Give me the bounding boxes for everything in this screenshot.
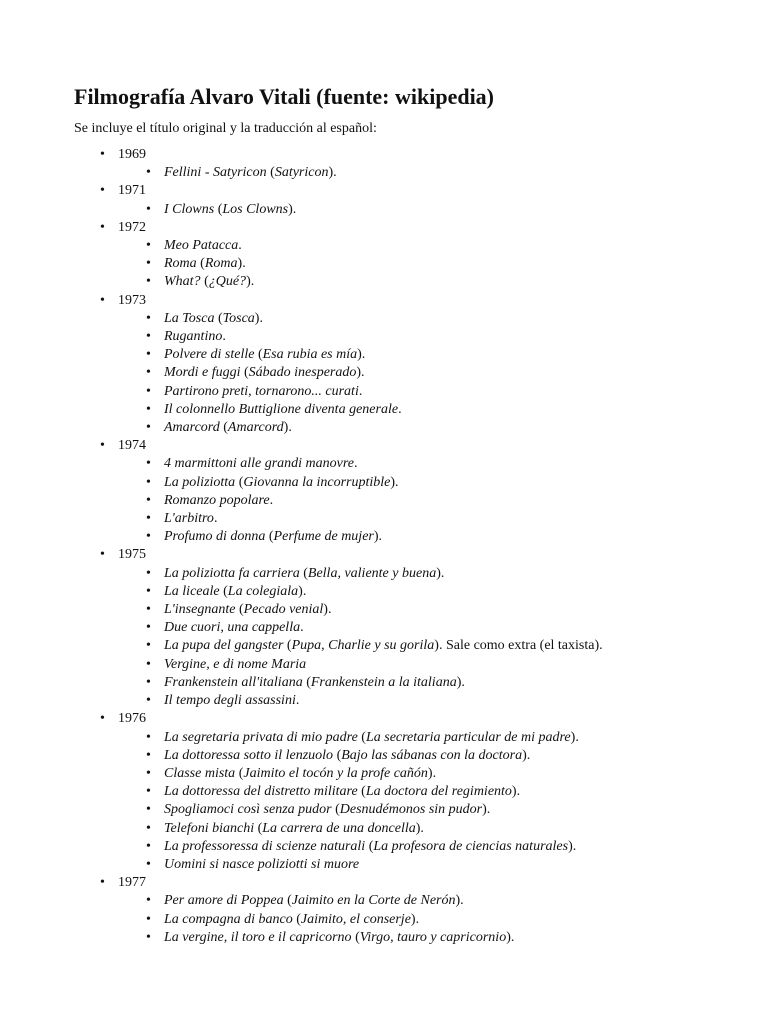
film-item: • What? (¿Qué?). <box>74 273 768 291</box>
film-translation: Los Clowns <box>222 201 289 217</box>
film-title: Roma <box>164 256 197 272</box>
film-item: • Per amore di Poppea (Jaimito en la Corte de Nerón). <box>74 892 768 910</box>
film-title: Rugantino <box>164 329 223 345</box>
film-translation: Frankenstein a la italiana <box>310 674 457 690</box>
year-item <box>74 146 768 182</box>
film-translation: Esa rubia es mía <box>262 347 358 363</box>
film-title: Telefoni bianchi <box>164 820 255 836</box>
film-item: • Rugantino. <box>74 328 768 346</box>
film-title: Vergine, e di nome Maria <box>164 656 307 672</box>
page-title: Filmografía Alvaro Vitali (fuente: wikipedia) <box>74 84 495 109</box>
film-translation: Pupa, Charlie y su gorila <box>291 638 435 654</box>
film-title: La pupa del gangster <box>164 638 284 654</box>
film-translation: Virgo, tauro y capricornio <box>359 929 507 945</box>
film-translation: Amarcord <box>227 420 284 436</box>
film-item: • Mordi e fuggi (Sábado inesperado). <box>74 364 768 382</box>
film-title: La professoressa di scienze naturali <box>164 838 366 854</box>
film-title: Il tempo degli assassini <box>164 693 296 709</box>
film-title: La dottoressa del distretto militare <box>164 784 358 800</box>
film-title: Due cuori, una cappella <box>164 620 301 636</box>
film-title: Classe mista <box>164 765 236 781</box>
film-title: La liceale <box>164 583 220 599</box>
film-item: • Spogliamoci così senza pudor (Desnudémonos sin pudor). <box>74 801 768 819</box>
film-list <box>74 729 768 875</box>
film-translation: Sábado inesperado <box>248 365 357 381</box>
film-translation: Giovanna la incorruptible <box>243 474 391 490</box>
film-list <box>74 455 768 546</box>
film-title: Spogliamoci così senza pudor <box>164 802 332 818</box>
film-title: Meo Patacca <box>164 238 239 254</box>
year-label: • 1971 <box>74 182 768 200</box>
film-translation: Jaimito en la Corte de Nerón <box>291 893 456 909</box>
film-translation: Jaimito el tocón y la profe cañón <box>243 765 428 781</box>
film-translation: Bella, valiente y buena <box>307 565 437 581</box>
film-item: • La liceale (La colegiala). <box>74 583 768 601</box>
year-label: • 1969 <box>74 146 768 164</box>
film-translation: Tosca <box>222 310 255 326</box>
film-translation: Jaimito, el conserje <box>300 911 411 927</box>
film-item: • Romanzo popolare. <box>74 492 768 510</box>
film-title: La segretaria privata di mio padre <box>164 729 358 745</box>
film-title: Amarcord <box>164 420 220 436</box>
film-list <box>74 892 768 947</box>
filmography-list <box>74 146 768 947</box>
film-item: • Due cuori, una cappella. <box>74 619 768 637</box>
film-title: Fellini - Satyricon <box>164 165 267 181</box>
film-item: • Roma (Roma). <box>74 255 768 273</box>
film-title: Frankenstein all'italiana <box>164 674 303 690</box>
film-item: • Telefoni bianchi (La carrera de una doncella). <box>74 820 768 838</box>
film-item: • L'arbitro. <box>74 510 768 528</box>
film-translation: Roma <box>204 256 238 272</box>
film-item: • La pupa del gangster (Pupa, Charlie y su gorila). Sale como extra (el taxista). <box>74 637 768 655</box>
year-item <box>74 292 768 438</box>
film-translation: La carrera de una doncella <box>262 820 416 836</box>
film-item: • Frankenstein all'italiana (Frankenstein a la italiana). <box>74 674 768 692</box>
year-label: • 1976 <box>74 710 768 728</box>
film-item: • 4 marmittoni alle grandi manovre. <box>74 455 768 473</box>
film-title: Partirono preti, tornarono... curati <box>164 383 359 399</box>
film-translation: ¿Qué? <box>208 274 247 290</box>
film-item: • La dottoressa sotto il lenzuolo (Bajo las sábanas con la doctora). <box>74 747 768 765</box>
film-title: La compagna di banco <box>164 911 293 927</box>
film-translation: La colegiala <box>227 583 299 599</box>
film-item: • La poliziotta (Giovanna la incorruptible). <box>74 474 768 492</box>
film-item: • La dottoressa del distretto militare (La doctora del regimiento). <box>74 783 768 801</box>
film-item: • La Tosca (Tosca). <box>74 310 768 328</box>
film-list <box>74 201 768 219</box>
film-item: • I Clowns (Los Clowns). <box>74 201 768 219</box>
film-item: • Meo Patacca. <box>74 237 768 255</box>
film-title: Il colonnello Buttiglione diventa generale <box>164 401 399 417</box>
film-translation: La secretaria particular de mi padre <box>365 729 571 745</box>
film-translation: Satyricon <box>274 165 329 181</box>
year-label: • 1977 <box>74 874 768 892</box>
film-title: Polvere di stelle <box>164 347 255 363</box>
film-item: • L'insegnante (Pecado venial). <box>74 601 768 619</box>
year-label: • 1975 <box>74 546 768 564</box>
film-title: I Clowns <box>164 201 215 217</box>
year-label: • 1974 <box>74 437 768 455</box>
film-item: • Il colonnello Buttiglione diventa generale. <box>74 401 768 419</box>
film-item: • La compagna di banco (Jaimito, el conserje). <box>74 911 768 929</box>
film-title: What? <box>164 274 201 290</box>
film-item: • La segretaria privata di mio padre (La secretaria particular de mi padre). <box>74 729 768 747</box>
film-translation: Bajo las sábanas con la doctora <box>341 747 523 763</box>
year-item <box>74 546 768 710</box>
film-title: Uomini si nasce poliziotti si muore <box>164 856 360 872</box>
film-translation: Perfume de mujer <box>273 529 374 545</box>
film-item: • Polvere di stelle (Esa rubia es mía). <box>74 346 768 364</box>
film-item: • Profumo di donna (Perfume de mujer). <box>74 528 768 546</box>
film-item: • Il tempo degli assassini. <box>74 692 768 710</box>
film-item <box>74 656 768 674</box>
film-title: 4 marmittoni alle grandi manovre <box>164 456 355 472</box>
film-item: • Amarcord (Amarcord). <box>74 419 768 437</box>
film-title: La poliziotta fa carriera <box>164 565 300 581</box>
year-item <box>74 710 768 874</box>
year-item <box>74 874 768 947</box>
film-item <box>74 856 768 874</box>
film-note: Sale como extra (el taxista). <box>445 638 603 654</box>
film-title: Per amore di Poppea <box>164 893 284 909</box>
film-title: La Tosca <box>164 310 215 326</box>
film-title: La dottoressa sotto il lenzuolo <box>164 747 334 763</box>
film-item: • La poliziotta fa carriera (Bella, valiente y buena). <box>74 565 768 583</box>
film-list <box>74 237 768 292</box>
year-item <box>74 219 768 292</box>
film-translation: Pecado venial <box>243 602 324 618</box>
film-title: La poliziotta <box>164 474 236 490</box>
film-item: • Fellini - Satyricon (Satyricon). <box>74 164 768 182</box>
film-item: • Partirono preti, tornarono... curati. <box>74 383 768 401</box>
film-translation: Desnudémonos sin pudor <box>339 802 483 818</box>
film-item: • Classe mista (Jaimito el tocón y la profe cañón). <box>74 765 768 783</box>
year-item <box>74 182 768 218</box>
film-title: Mordi e fuggi <box>164 365 241 381</box>
film-title: Romanzo popolare <box>164 492 270 508</box>
film-list <box>74 565 768 711</box>
year-item <box>74 437 768 546</box>
year-label: • 1972 <box>74 219 768 237</box>
year-label: • 1973 <box>74 292 768 310</box>
film-item: • La professoressa di scienze naturali (La profesora de ciencias naturales). <box>74 838 768 856</box>
film-title: La vergine, il toro e il capricorno <box>164 929 352 945</box>
film-title: Profumo di donna <box>164 529 266 545</box>
intro-text: Se incluye el título original y la traducción al español: <box>74 121 377 136</box>
film-list <box>74 310 768 437</box>
film-title: L'insegnante <box>164 602 236 618</box>
film-translation: La doctora del regimiento <box>365 784 512 800</box>
film-translation: La profesora de ciencias naturales <box>373 838 569 854</box>
film-list <box>74 164 768 182</box>
film-title: L'arbitro <box>164 511 214 527</box>
film-item: • La vergine, il toro e il capricorno (Virgo, tauro y capricornio). <box>74 929 768 947</box>
